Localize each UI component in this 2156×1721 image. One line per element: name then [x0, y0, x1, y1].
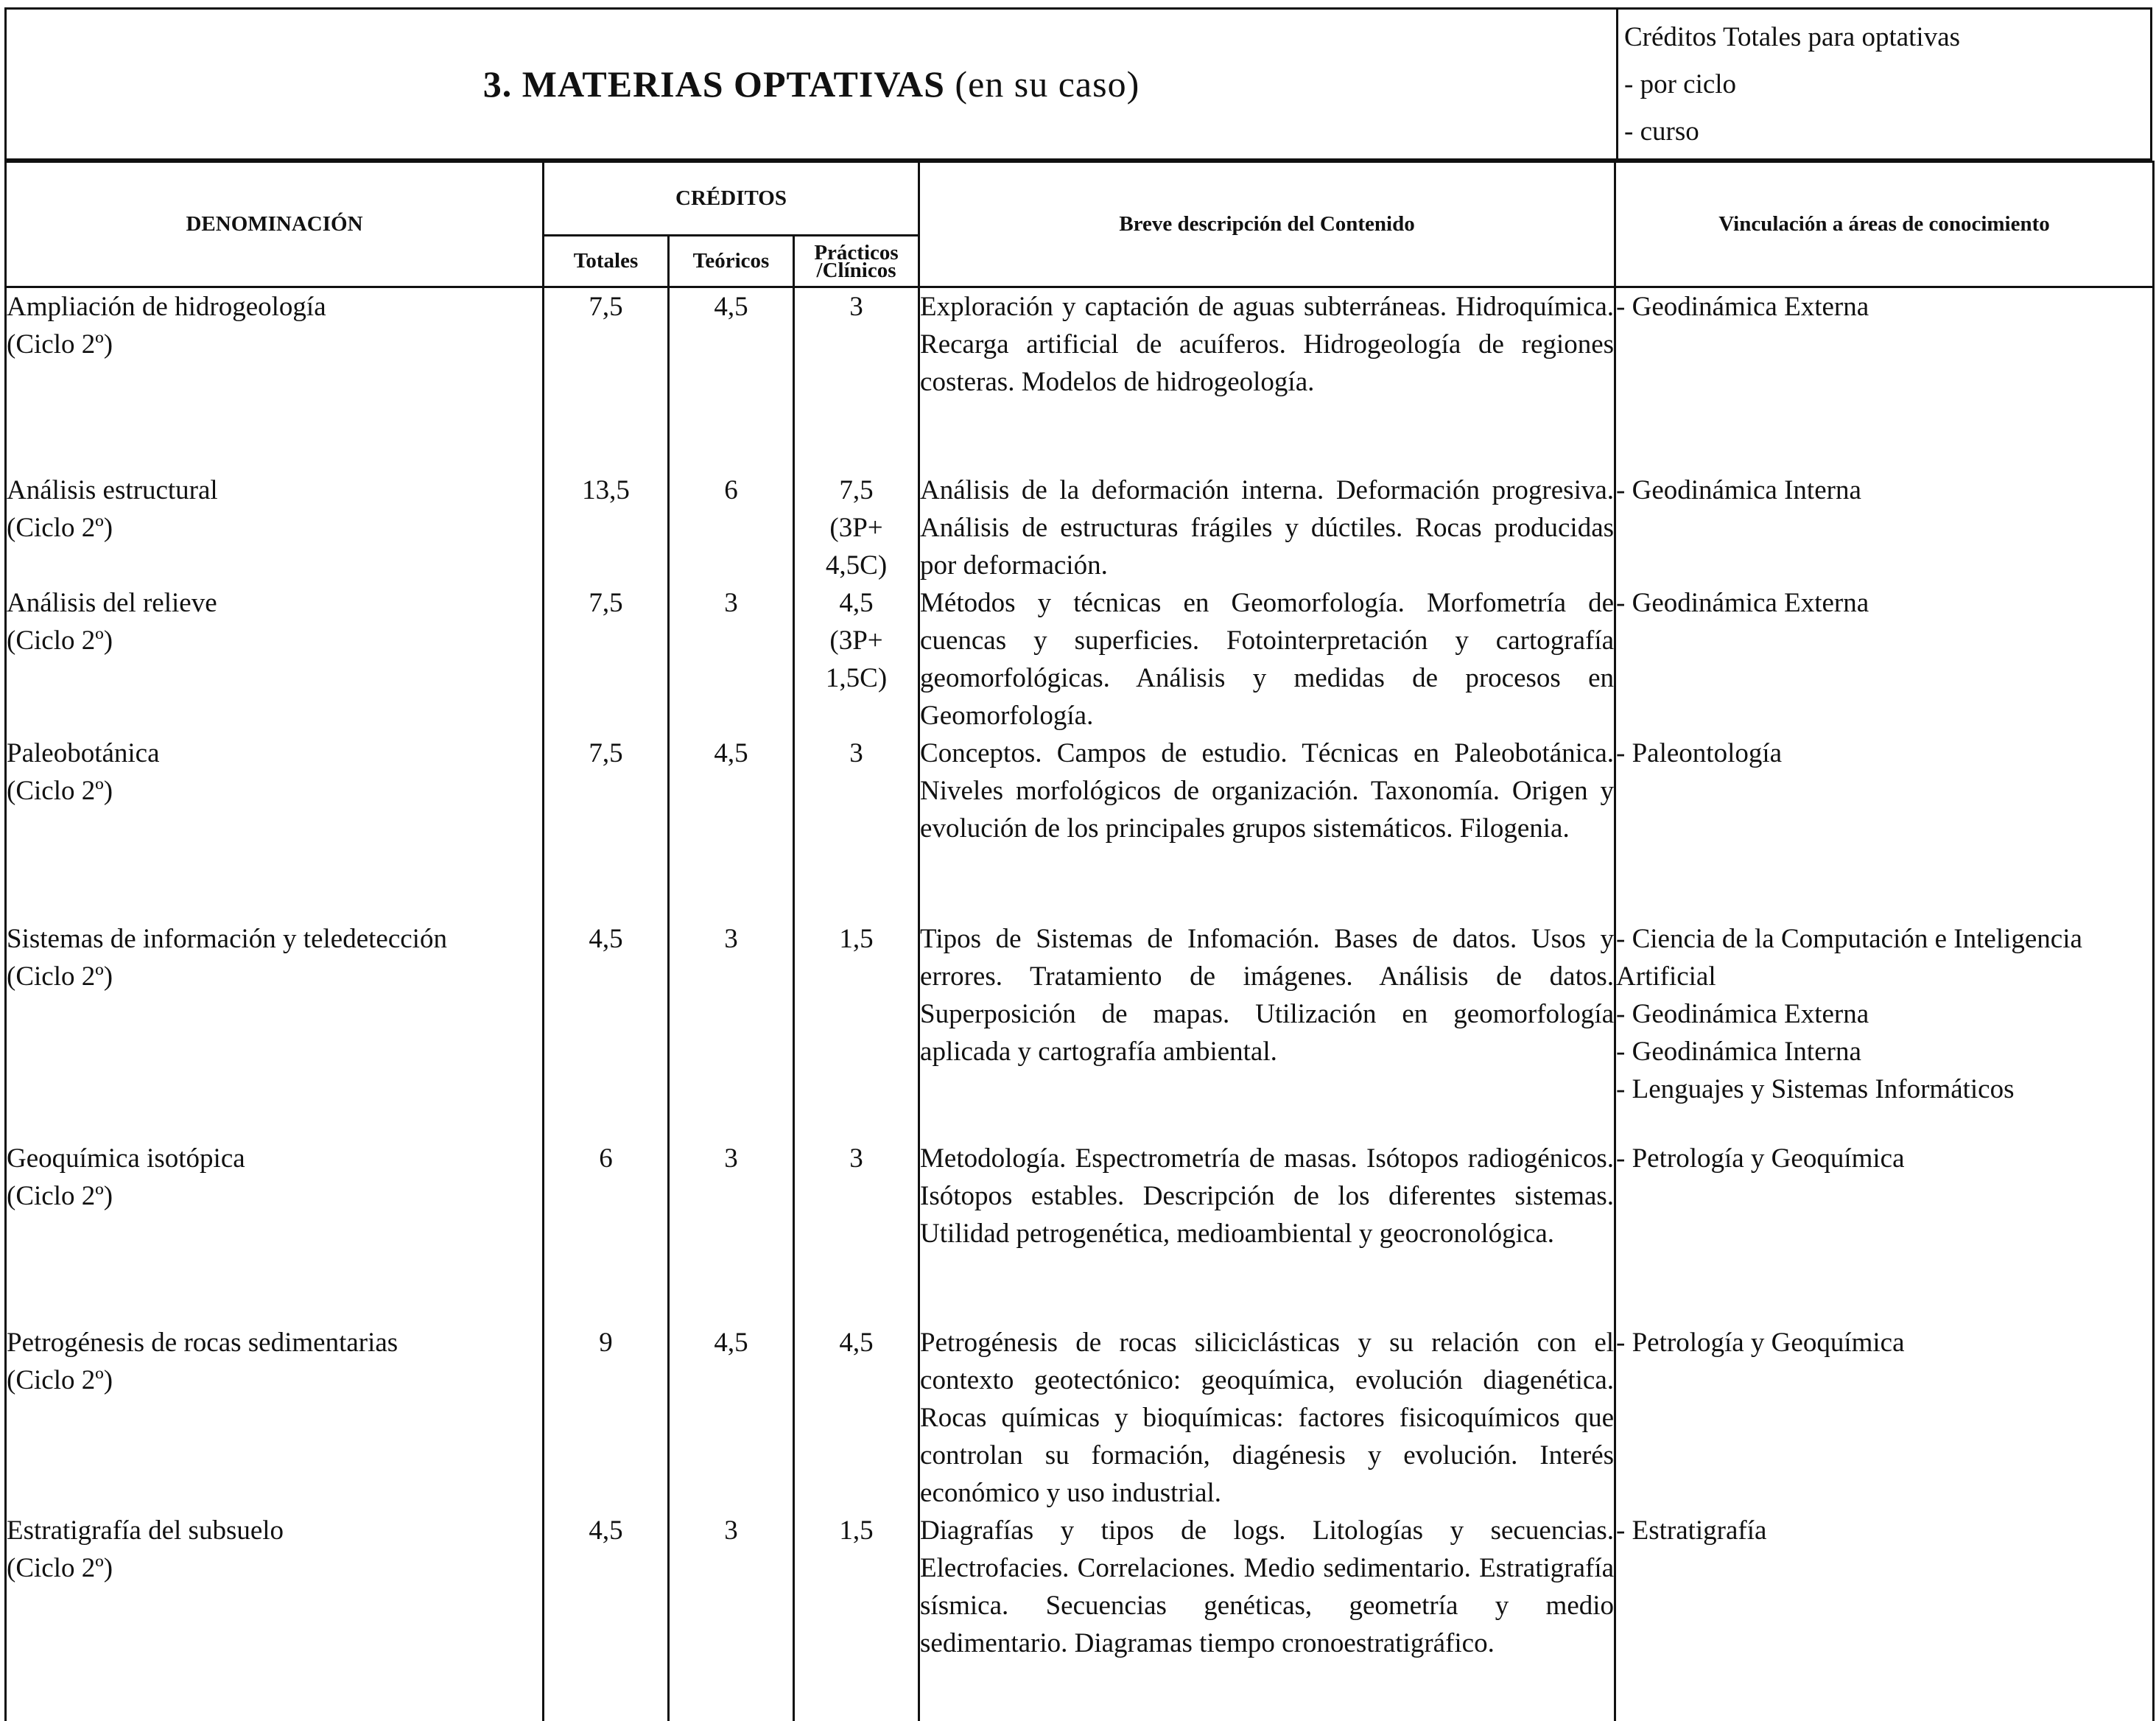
- table-row: [6, 584, 2154, 735]
- subject-cell: [6, 1512, 544, 1721]
- header-practicos: [794, 236, 919, 287]
- credits-totales: 4,5: [544, 920, 669, 1140]
- table-body: [6, 287, 2154, 1721]
- credits-box-line: - curso: [1624, 116, 1699, 147]
- subject-name: Estratigrafía del subsuelo: [7, 1515, 284, 1546]
- credits-teoricos: 3: [669, 920, 794, 1140]
- content-description: Análisis de la deformación interna. Deformación progresiva. Análisis de estructuras frágiles y dúctiles. Rocas producidas por deformación.: [919, 472, 1615, 584]
- section-header: [4, 7, 2152, 161]
- subject-name: Ampliación de hidrogeología: [7, 292, 326, 322]
- header-totales: Totales: [544, 236, 669, 287]
- knowledge-areas: [1615, 472, 2154, 584]
- subject-cycle: (Ciclo 2º): [7, 1364, 113, 1395]
- subject-cell: [6, 735, 544, 920]
- credits-practicos-line: 1,5: [839, 923, 874, 954]
- table-row: [6, 1140, 2154, 1324]
- content-description: Tipos de Sistemas de Infomación. Bases de datos. Usos y errores. Tratamiento de imágenes. Análisis de datos. Superposición de mapas. Utilización en geomorfología aplicada y cartografía ambiental.: [919, 920, 1615, 1140]
- knowledge-areas: [1615, 920, 2154, 1140]
- knowledge-area-item: - Geodinámica Interna: [1616, 474, 1861, 505]
- content-description: Petrogénesis de rocas siliciclásticas y su relación con el contexto geotectónico: geoquímica, evolución diagenética. Rocas químicas y bioquímicas: factores fisicoquímicos que controlan su formación, diagénesis y evolución. Interés económico y uso industrial.: [919, 1324, 1615, 1512]
- header-denominacion: DENOMINACIÓN: [6, 162, 544, 287]
- subject-name: Sistemas de información y teledetección: [7, 923, 447, 954]
- knowledge-area-item: - Geodinámica Externa: [1616, 587, 1869, 618]
- section-title: [7, 10, 1616, 158]
- credits-practicos: [794, 1140, 919, 1324]
- knowledge-area-item: - Geodinámica Externa: [1616, 292, 1869, 322]
- content-description: Diagrafías y tipos de logs. Litologías y secuencias. Electrofacies. Correlaciones. Medio sedimentario. Estratigrafía sísmica. Secuencias genéticas, geometría y medio sedimentario. Diagramas tiempo cronoestratigráfico.: [919, 1512, 1615, 1721]
- credits-practicos-line: 4,5: [839, 587, 874, 618]
- header-descripcion: Breve descripción del Contenido: [919, 162, 1615, 287]
- subject-cycle: (Ciclo 2º): [7, 1180, 113, 1211]
- header-vinculacion: Vinculación a áreas de conocimiento: [1615, 162, 2154, 287]
- credits-practicos-line: 1,5C): [825, 662, 888, 693]
- subject-cell: [6, 1324, 544, 1512]
- credits-totales: 7,5: [544, 735, 669, 920]
- content-description: Metodología. Espectrometría de masas. Isótopos radiogénicos. Isótopos estables. Descripción de los diferentes sistemas. Utilidad petrogenética, medioambiental y geocronológica.: [919, 1140, 1615, 1324]
- header-practicos-line2: /Clínicos: [816, 258, 896, 282]
- credits-teoricos: 3: [669, 1140, 794, 1324]
- content-description: Métodos y técnicas en Geomorfología. Morfometría de cuencas y superficies. Fotointerpretación y cartografía geomorfológicas. Análisis y medidas de procesos en Geomorfología.: [919, 584, 1615, 735]
- credits-teoricos: 4,5: [669, 287, 794, 472]
- credits-practicos-line: 4,5: [839, 1327, 874, 1358]
- subject-cell: [6, 472, 544, 584]
- credits-teoricos: 3: [669, 1512, 794, 1721]
- knowledge-areas: [1615, 584, 2154, 735]
- table-row: [6, 1512, 2154, 1721]
- credits-practicos: [794, 287, 919, 472]
- credits-totales: 9: [544, 1324, 669, 1512]
- header-practicos-line1: Prácticos: [814, 240, 899, 264]
- subject-cell: [6, 1140, 544, 1324]
- credits-box-line: - por ciclo: [1624, 69, 1737, 99]
- subject-cell: [6, 920, 544, 1140]
- credits-totales: 4,5: [544, 1512, 669, 1721]
- subject-name: Análisis del relieve: [7, 587, 217, 618]
- header-creditos: CRÉDITOS: [544, 162, 919, 236]
- credits-practicos-line: 3: [849, 1143, 863, 1174]
- credits-teoricos: 3: [669, 584, 794, 735]
- subject-cycle: (Ciclo 2º): [7, 961, 113, 992]
- credits-teoricos: 4,5: [669, 1324, 794, 1512]
- subject-name: Petrogénesis de rocas sedimentarias: [7, 1327, 398, 1358]
- table-row: [6, 287, 2154, 472]
- optional-subjects-table: [4, 161, 2155, 1721]
- subject-cycle: (Ciclo 2º): [7, 625, 113, 656]
- credits-practicos-line: 7,5: [839, 474, 874, 505]
- credits-practicos-line: 3: [849, 737, 863, 768]
- knowledge-area-item: - Paleontología: [1616, 737, 1783, 768]
- credits-box: [1616, 10, 2150, 158]
- credits-practicos-line: 4,5C): [825, 550, 888, 581]
- credits-practicos: [794, 1324, 919, 1512]
- subject-cycle: (Ciclo 2º): [7, 512, 113, 543]
- credits-practicos-line: (3P+: [829, 625, 883, 656]
- knowledge-areas: [1615, 1140, 2154, 1324]
- credits-practicos: [794, 1512, 919, 1721]
- knowledge-areas: [1615, 1324, 2154, 1512]
- knowledge-area-item: - Ciencia de la Computación e Inteligencia Artificial: [1616, 923, 2082, 992]
- subject-cell: [6, 584, 544, 735]
- credits-teoricos: 6: [669, 472, 794, 584]
- table-row: [6, 472, 2154, 584]
- subject-cycle: (Ciclo 2º): [7, 329, 113, 360]
- knowledge-area-item: - Petrología y Geoquímica: [1616, 1327, 1905, 1358]
- section-title-main: 3. MATERIAS OPTATIVAS: [482, 63, 945, 105]
- header-teoricos: Teóricos: [669, 236, 794, 287]
- subject-name: Paleobotánica: [7, 737, 160, 768]
- credits-totales: 6: [544, 1140, 669, 1324]
- credits-practicos-line: 1,5: [839, 1515, 874, 1546]
- subject-cycle: (Ciclo 2º): [7, 1552, 113, 1583]
- credits-box-line: Créditos Totales para optativas: [1624, 22, 1961, 52]
- knowledge-areas: [1615, 735, 2154, 920]
- section-title-suffix: (en su caso): [955, 63, 1140, 105]
- knowledge-areas: [1615, 1512, 2154, 1721]
- knowledge-area-item: - Estratigrafía: [1616, 1515, 1767, 1546]
- knowledge-areas: [1615, 287, 2154, 472]
- credits-totales: 13,5: [544, 472, 669, 584]
- credits-practicos-line: (3P+: [829, 512, 883, 543]
- credits-practicos: [794, 735, 919, 920]
- table-row: [6, 920, 2154, 1140]
- knowledge-area-item: - Petrología y Geoquímica: [1616, 1143, 1905, 1174]
- content-description: Exploración y captación de aguas subterráneas. Hidroquímica. Recarga artificial de acuíferos. Hidrogeología de regiones costeras. Modelos de hidrogeología.: [919, 287, 1615, 472]
- content-description: Conceptos. Campos de estudio. Técnicas en Paleobotánica. Niveles morfológicos de organización. Taxonomía. Origen y evolución de los principales grupos sistemáticos. Filogenia.: [919, 735, 1615, 920]
- credits-totales: 7,5: [544, 584, 669, 735]
- knowledge-area-item: - Lenguajes y Sistemas Informáticos: [1616, 1073, 2015, 1104]
- credits-practicos: [794, 584, 919, 735]
- table-row: [6, 1324, 2154, 1512]
- credits-practicos: [794, 472, 919, 584]
- subject-cycle: (Ciclo 2º): [7, 775, 113, 806]
- credits-totales: 7,5: [544, 287, 669, 472]
- credits-teoricos: 4,5: [669, 735, 794, 920]
- credits-practicos-line: 3: [849, 292, 863, 322]
- subject-cell: [6, 287, 544, 472]
- knowledge-area-item: - Geodinámica Externa: [1616, 998, 1869, 1029]
- knowledge-area-item: - Geodinámica Interna: [1616, 1036, 1861, 1067]
- subject-name: Análisis estructural: [7, 474, 218, 505]
- subject-name: Geoquímica isotópica: [7, 1143, 245, 1174]
- credits-practicos: [794, 920, 919, 1140]
- table-row: [6, 735, 2154, 920]
